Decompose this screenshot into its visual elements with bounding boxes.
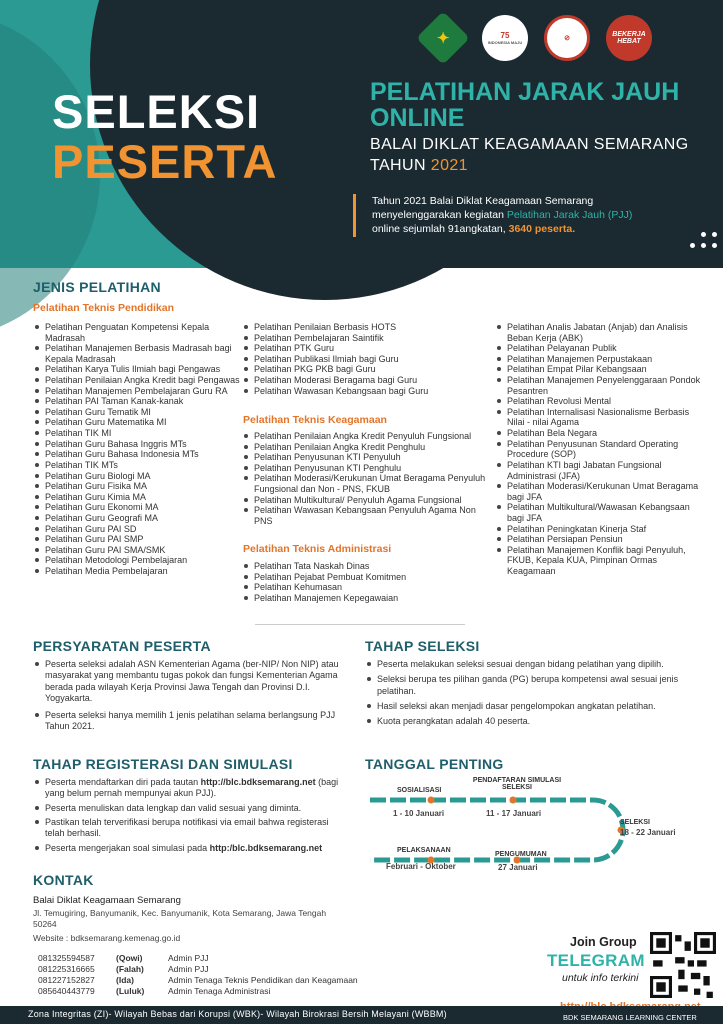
dots-decor-icon — [690, 232, 718, 260]
kontak-heading: KONTAK — [33, 872, 94, 888]
teknis-keagamaan-heading: Pelatihan Teknis Keagamaan — [243, 414, 387, 426]
list-item: Peserta mendaftarkan diri pada tautan http://blc.bdksemarang.net (bagi yang belum pernah mempunyai akun PJJ). — [33, 777, 348, 799]
list-item: Pelatihan TIK MI — [33, 428, 243, 439]
timeline-date: Februari - Oktober — [386, 862, 456, 871]
phone-name: (Falah) — [116, 963, 144, 974]
list-item: Pelatihan Guru PAI SMP — [33, 534, 243, 545]
list-item: Peserta mengerjakan soal simulasi pada http:/blc.bdksemarang.net — [33, 843, 348, 854]
timeline-date: 18 - 22 Januari — [620, 828, 676, 837]
list-item: Pelatihan Moderasi/Kerukunan Umat Beragama Penyuluh Fungsional dan Non - PNS, FKUB — [242, 473, 494, 494]
list-item: Pelatihan Peningkatan Kinerja Staf — [495, 524, 705, 535]
teknis-administrasi-list — [242, 561, 482, 603]
list-item: Pelatihan Karya Tulis Ilmiah bagi Pengawas — [33, 364, 243, 375]
list-item: Pelatihan Guru Bahasa Indonesia MTs — [33, 449, 243, 460]
list-item: Pelatihan Pelayanan Publik — [495, 343, 705, 354]
list-item: Pelatihan Guru Matematika MI — [33, 417, 243, 428]
timeline-date: 1 - 10 Januari — [393, 809, 445, 818]
phone-num: 081227152827 — [38, 974, 95, 985]
contact-website[interactable]: Website : bdksemarang.kemenag.go.id — [33, 933, 181, 943]
list-item: Pelatihan Penyusunan Standard Operating Procedure (SOP) — [495, 439, 705, 460]
list-item: Pelatihan Guru Bahasa Inggris MTs — [33, 439, 243, 450]
qr-code-icon[interactable] — [650, 932, 716, 998]
contact-address: Jl. Temugiring, Banyumanik, Kec. Banyumanik, Kota Semarang, Jawa Tengah 50264 — [33, 908, 327, 929]
tahap-heading: TAHAP SELEKSI — [365, 638, 480, 654]
list-item: Pelatihan PTK Guru — [242, 343, 482, 354]
teknis-pendidikan-list-2 — [242, 322, 482, 396]
list-item: Pastikan telah terverifikasi berupa notifikasi via email bahwa registerasi telah berhasil. — [33, 817, 348, 839]
list-item: Peserta melakukan seleksi sesuai dengan bidang pelatihan yang dipilih. — [365, 659, 683, 670]
list-item: Kuota perangkatan adalah 40 peserta. — [365, 716, 683, 727]
jenis-heading: JENIS PELATIHAN — [33, 279, 161, 295]
indonesia-75-logo: 75 INDONESIA MAJU — [482, 15, 528, 61]
list-item: Pelatihan Kehumasan — [242, 582, 482, 593]
phone-row[interactable] — [38, 975, 358, 986]
list-item: Pelatihan Persiapan Pensiun — [495, 534, 705, 545]
anti-corruption-logo: ⊘ — [544, 15, 590, 61]
divider — [255, 624, 465, 625]
timeline-marker — [510, 797, 517, 804]
list-item: Pelatihan Internalisasi Nasionalisme Berbasis Nilai - nilai Agama — [495, 407, 705, 428]
list-item: Pelatihan Pembelajaran Saintifik — [242, 333, 482, 344]
timeline-label: PELAKSANAAN — [397, 847, 451, 854]
list-item: Pelatihan Manajemen Konflik bagi Penyuluh, FKUB, Kepala KUA, Pimpinan Ormas Keagamaan — [495, 545, 705, 577]
logo-row — [420, 15, 652, 61]
list-item: Pelatihan TIK MTs — [33, 460, 243, 471]
list-item: Pelatihan Penilaian Angka Kredit Penyuluh Fungsional — [242, 431, 494, 442]
phone-num: 085640443779 — [38, 985, 95, 996]
institution-name: BALAI DIKLAT KEAGAMAAN SEMARANG — [370, 136, 689, 153]
timeline-marker — [428, 797, 435, 804]
list-item: Pelatihan Moderasi Beragama bagi Guru — [242, 375, 482, 386]
phone-role: Admin Tenaga Administrasi — [168, 985, 271, 996]
phone-num: 081325594587 — [38, 953, 95, 963]
persyaratan-heading: PERSYARATAN PESERTA — [33, 638, 211, 654]
list-item: Pelatihan Manajemen Penyelenggaraan Pondok Pesantren — [495, 375, 705, 396]
phone-list — [38, 953, 358, 997]
list-item: Pelatihan Guru Biologi MA — [33, 471, 243, 482]
registrasi-heading: TAHAP REGISTERASI DAN SIMULASI — [33, 756, 293, 772]
list-item: Pelatihan Manajemen Kepegawaian — [242, 593, 482, 604]
list-item: Seleksi berupa tes pilihan ganda (PG) berupa kompetensi awal sesuai jenis pelatihan. — [365, 674, 683, 697]
list-item: Pelatihan Guru Tematik MI — [33, 407, 243, 418]
program-title: PELATIHAN JARAK JAUH ONLINE — [370, 78, 680, 132]
list-item: Peserta menuliskan data lengkap dan valid sesuai yang diminta. — [33, 803, 348, 814]
title-peserta: PESERTA — [52, 135, 278, 188]
list-item: Pelatihan Media Pembelajaran — [33, 566, 243, 577]
kemenag-logo: ✦ — [416, 11, 470, 65]
simulation-link[interactable]: http:/blc.bdksemarang.net — [209, 842, 323, 853]
phone-row[interactable] — [38, 986, 358, 997]
teknis-administrasi-heading: Pelatihan Teknis Administrasi — [243, 543, 392, 555]
list-item: Pelatihan Empat Pilar Kebangsaan — [495, 364, 705, 375]
timeline-label: SOSIALISASI — [397, 787, 442, 794]
list-item: Pelatihan Pejabat Pembuat Komitmen — [242, 572, 482, 583]
learning-center-name: BDK SEMARANG LEARNING CENTER — [563, 1013, 697, 1022]
teknis-pendidikan-heading: Pelatihan Teknis Pendidikan — [33, 302, 175, 314]
footer-text: Zona Integritas (ZI)- Wilayah Bebas dari Korupsi (WBK)- Wilayah Birokrasi Bersih Melayani (WBBM) — [28, 1009, 447, 1019]
tahap-list — [365, 659, 683, 731]
list-item: Peserta seleksi adalah ASN Kementerian Agama (ber-NIP/ Non NIP) atau masyarakat yang membantu tugas pokok dan fungsi Kementerian Agama berada pada wilayah Kerja Provinsi Jawa Tengah dan Provinsi D.I. Yogyakarta. — [33, 659, 343, 704]
persyaratan-list — [33, 659, 343, 739]
phone-num: 081225316665 — [38, 963, 95, 974]
timeline-date: 11 - 17 Januari — [486, 809, 542, 818]
join-subtitle: untuk info terkini — [562, 972, 639, 984]
telegram-label: TELEGRAM — [547, 951, 645, 970]
list-item: Pelatihan Guru Ekonomi MA — [33, 502, 243, 513]
phone-row[interactable] — [38, 953, 358, 964]
phone-row[interactable] — [38, 964, 358, 975]
bekerja-hebat-logo: BEKERJA HEBAT — [606, 15, 652, 61]
list-item: Hasil seleksi akan menjadi dasar pengelompokan angkatan pelatihan. — [365, 701, 683, 712]
list-item: Pelatihan Manajemen Pembelajaran Guru RA — [33, 386, 243, 397]
list-item: Pelatihan Guru PAI SMA/SMK — [33, 545, 243, 556]
join-group-label: Join Group — [570, 935, 637, 949]
contact-name: Balai Diklat Keagamaan Semarang — [33, 895, 181, 906]
list-item: Pelatihan Metodologi Pembelajaran — [33, 555, 243, 566]
list-item: Pelatihan Manajemen Berbasis Madrasah bagi Kepala Madrasah — [33, 343, 243, 364]
registration-link[interactable]: http://blc.bdksemarang.net — [200, 777, 316, 787]
list-item: Pelatihan PAI Taman Kanak-kanak — [33, 396, 243, 407]
registrasi-list — [33, 777, 348, 854]
list-item: Pelatihan Guru Kimia MA — [33, 492, 243, 503]
list-item: Pelatihan Analis Jabatan (Anjab) dan Analisis Beban Kerja (ABK) — [495, 322, 705, 343]
tanggal-heading: TANGGAL PENTING — [365, 756, 504, 772]
list-item: Pelatihan Wawasan Kebangsaan bagi Guru — [242, 386, 482, 397]
intro-text: Tahun 2021 Balai Diklat Keagamaan Semarang menyelenggarakan kegiatan Pelatihan Jarak Jauh (PJJ) online sejumlah 91angkatan, 3640 peserta. — [353, 194, 648, 237]
list-item: Pelatihan Penilaian Angka Kredit bagi Pengawas — [33, 375, 243, 386]
phone-role: Admin PJJ — [168, 963, 209, 974]
list-item: Pelatihan Penilaian Angka Kredit Penghulu — [242, 442, 494, 453]
list-item: Pelatihan Revolusi Mental — [495, 396, 705, 407]
list-item: Pelatihan Guru Fisika MA — [33, 481, 243, 492]
list-item: Pelatihan Wawasan Kebangsaan Penyuluh Agama Non PNS — [242, 505, 494, 526]
timeline-label: PENDAFTARAN SIMULASI SELEKSI — [472, 777, 562, 792]
list-item: Pelatihan Guru Geografi MA — [33, 513, 243, 524]
year-line: TAHUN 2021 — [370, 157, 468, 174]
teknis-keagamaan-list — [242, 431, 494, 526]
col3-list — [495, 322, 705, 577]
teknis-pendidikan-list-1 — [33, 322, 243, 577]
list-item: Pelatihan Multikultural/Wawasan Kebangsaan bagi JFA — [495, 502, 705, 523]
list-item: Pelatihan PKG PKB bagi Guru — [242, 364, 482, 375]
list-item: Pelatihan Multikultural/ Penyuluh Agama Fungsional — [242, 495, 494, 506]
timeline-label: SELEKSI — [620, 819, 650, 826]
list-item: Pelatihan Penyusunan KTI Penyuluh — [242, 452, 494, 463]
list-item: Pelatihan Penilaian Berbasis HOTS — [242, 322, 482, 333]
list-item: Pelatihan Tata Naskah Dinas — [242, 561, 482, 572]
list-item: Peserta seleksi hanya memilih 1 jenis pelatihan selama berlangsung PJJ Tahun 2021. — [33, 710, 343, 733]
list-item: Pelatihan KTI bagi Jabatan Fungsional Administrasi (JFA) — [495, 460, 705, 481]
list-item: Pelatihan Bela Negara — [495, 428, 705, 439]
title-seleksi: SELEKSI — [52, 85, 261, 138]
phone-name: (Luluk) — [116, 985, 145, 996]
list-item: Pelatihan Guru PAI SD — [33, 524, 243, 535]
phone-name: (Qowi) — [116, 953, 143, 963]
phone-name: (Ida) — [116, 974, 134, 985]
list-item: Pelatihan Penguatan Kompetensi Kepala Madrasah — [33, 322, 243, 343]
list-item: Pelatihan Penyusunan KTI Penghulu — [242, 463, 494, 474]
phone-role: Admin Tenaga Teknis Pendidikan dan Keagamaan — [168, 974, 358, 985]
list-item: Pelatihan Moderasi/Kerukunan Umat Beragama bagi JFA — [495, 481, 705, 502]
list-item: Pelatihan Publikasi Ilmiah bagi Guru — [242, 354, 482, 365]
timeline-label: PENGUMUMAN — [495, 851, 547, 858]
phone-role: Admin PJJ — [168, 953, 209, 963]
timeline-date: 27 Januari — [498, 863, 538, 872]
list-item: Pelatihan Manajemen Perpustakaan — [495, 354, 705, 365]
